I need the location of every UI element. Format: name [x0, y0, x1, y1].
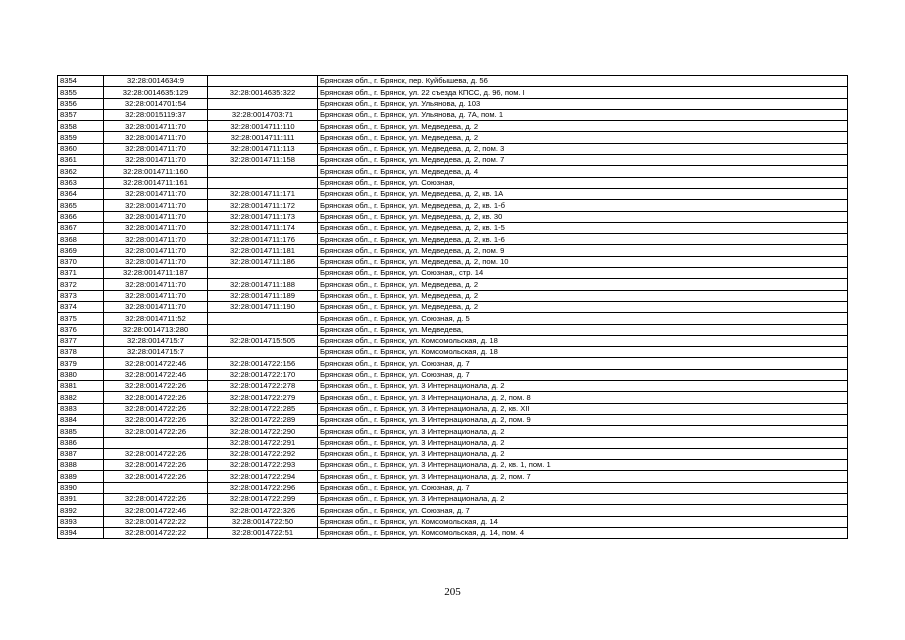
table-row — [58, 437, 848, 448]
table-row — [58, 200, 848, 211]
table-row — [58, 143, 848, 154]
land-cadastral-number-cell: 32:28:0014715:7 — [104, 347, 208, 358]
address-cell: Брянская обл., г. Брянск, ул. Медведева, д. 2, кв. 1А — [318, 188, 848, 199]
row-number-cell: 8383 — [58, 403, 104, 414]
row-number-cell: 8372 — [58, 279, 104, 290]
row-number-cell: 8370 — [58, 256, 104, 267]
address-cell: Брянская обл., г. Брянск, ул. Медведева, д. 2, пом. 10 — [318, 256, 848, 267]
table-row — [58, 177, 848, 188]
table-row — [58, 381, 848, 392]
object-cadastral-number-cell: 32:28:0014722:292 — [208, 448, 318, 459]
address-cell: Брянская обл., г. Брянск, ул. 3 Интернационала, д. 2, пом. 7 — [318, 471, 848, 482]
object-cadastral-number-cell: 32:28:0014711:188 — [208, 279, 318, 290]
address-cell: Брянская обл., г. Брянск, ул. Ульянова, д. 103 — [318, 98, 848, 109]
table-row — [58, 222, 848, 233]
row-number-cell: 8358 — [58, 121, 104, 132]
address-cell: Брянская обл., г. Брянск, ул. Союзная, д. 7 — [318, 358, 848, 369]
land-cadastral-number-cell: 32:28:0014722:22 — [104, 527, 208, 538]
land-cadastral-number-cell: 32:28:0014722:26 — [104, 403, 208, 414]
row-number-cell: 8386 — [58, 437, 104, 448]
row-number-cell: 8393 — [58, 516, 104, 527]
table-row — [58, 516, 848, 527]
row-number-cell: 8389 — [58, 471, 104, 482]
object-cadastral-number-cell — [208, 324, 318, 335]
table-row — [58, 301, 848, 312]
row-number-cell: 8366 — [58, 211, 104, 222]
row-number-cell: 8356 — [58, 98, 104, 109]
row-number-cell: 8363 — [58, 177, 104, 188]
table-row — [58, 121, 848, 132]
table-row — [58, 414, 848, 425]
row-number-cell: 8357 — [58, 109, 104, 120]
land-cadastral-number-cell: 32:28:0014722:46 — [104, 358, 208, 369]
address-cell: Брянская обл., г. Брянск, ул. Медведева, д. 2, кв. 30 — [318, 211, 848, 222]
address-cell: Брянская обл., г. Брянск, ул. Союзная, д. 7 — [318, 369, 848, 380]
land-cadastral-number-cell: 32:28:0014711:70 — [104, 132, 208, 143]
address-cell: Брянская обл., г. Брянск, ул. 3 Интернационала, д. 2 — [318, 448, 848, 459]
table-row — [58, 245, 848, 256]
address-cell: Брянская обл., г. Брянск, ул. Союзная, д. 7 — [318, 482, 848, 493]
address-cell: Брянская обл., г. Брянск, ул. 3 Интернационала, д. 2, кв. 1, пом. 1 — [318, 460, 848, 471]
land-cadastral-number-cell — [104, 482, 208, 493]
address-cell: Брянская обл., г. Брянск, ул. 3 Интернационала, д. 2, пом. 8 — [318, 392, 848, 403]
row-number-cell: 8390 — [58, 482, 104, 493]
address-cell: Брянская обл., г. Брянск, ул. Комсомольская, д. 14, пом. 4 — [318, 527, 848, 538]
address-cell: Брянская обл., г. Брянск, ул. Медведева, д. 2 — [318, 290, 848, 301]
address-cell: Брянская обл., г. Брянск, ул. Комсомольская, д. 14 — [318, 516, 848, 527]
row-number-cell: 8354 — [58, 76, 104, 87]
row-number-cell: 8359 — [58, 132, 104, 143]
land-cadastral-number-cell: 32:28:0014715:7 — [104, 335, 208, 346]
land-cadastral-number-cell: 32:28:0014722:26 — [104, 448, 208, 459]
object-cadastral-number-cell — [208, 313, 318, 324]
row-number-cell: 8373 — [58, 290, 104, 301]
address-cell: Брянская обл., г. Брянск, ул. 3 Интернационала, д. 2, кв. XII — [318, 403, 848, 414]
row-number-cell: 8364 — [58, 188, 104, 199]
object-cadastral-number-cell: 32:28:0014722:51 — [208, 527, 318, 538]
object-cadastral-number-cell: 32:28:0014711:158 — [208, 155, 318, 166]
row-number-cell: 8391 — [58, 493, 104, 504]
address-cell: Брянская обл., г. Брянск, ул. Союзная, д. 5 — [318, 313, 848, 324]
row-number-cell: 8382 — [58, 392, 104, 403]
row-number-cell: 8355 — [58, 87, 104, 98]
row-number-cell: 8381 — [58, 381, 104, 392]
row-number-cell: 8385 — [58, 426, 104, 437]
row-number-cell: 8374 — [58, 301, 104, 312]
address-cell: Брянская обл., г. Брянск, ул. 3 Интернационала, д. 2 — [318, 426, 848, 437]
address-cell: Брянская обл., г. Брянск, ул. Медведева, д. 2 — [318, 132, 848, 143]
row-number-cell: 8388 — [58, 460, 104, 471]
address-cell: Брянская обл., г. Брянск, ул. Медведева, д. 2, пом. 3 — [318, 143, 848, 154]
land-cadastral-number-cell: 32:28:0014722:26 — [104, 460, 208, 471]
object-cadastral-number-cell: 32:28:0014722:156 — [208, 358, 318, 369]
address-cell: Брянская обл., г. Брянск, ул. Союзная, д. 7 — [318, 505, 848, 516]
object-cadastral-number-cell: 32:28:0014722:291 — [208, 437, 318, 448]
land-cadastral-number-cell: 32:28:0014711:52 — [104, 313, 208, 324]
address-cell: Брянская обл., г. Брянск, ул. 3 Интернационала, д. 2 — [318, 493, 848, 504]
object-cadastral-number-cell — [208, 177, 318, 188]
land-cadastral-number-cell: 32:28:0014711:70 — [104, 290, 208, 301]
object-cadastral-number-cell: 32:28:0014711:176 — [208, 234, 318, 245]
row-number-cell: 8367 — [58, 222, 104, 233]
object-cadastral-number-cell: 32:28:0014722:296 — [208, 482, 318, 493]
land-cadastral-number-cell: 32:28:0014713:280 — [104, 324, 208, 335]
row-number-cell: 8360 — [58, 143, 104, 154]
object-cadastral-number-cell: 32:28:0014711:186 — [208, 256, 318, 267]
land-cadastral-number-cell: 32:28:0014722:46 — [104, 505, 208, 516]
table-row — [58, 109, 848, 120]
object-cadastral-number-cell — [208, 98, 318, 109]
address-cell: Брянская обл., г. Брянск, ул. Союзная, — [318, 177, 848, 188]
row-number-cell: 8377 — [58, 335, 104, 346]
table-row — [58, 448, 848, 459]
table-row — [58, 290, 848, 301]
row-number-cell: 8376 — [58, 324, 104, 335]
row-number-cell: 8368 — [58, 234, 104, 245]
table-row — [58, 98, 848, 109]
table-row — [58, 369, 848, 380]
object-cadastral-number-cell — [208, 268, 318, 279]
object-cadastral-number-cell — [208, 347, 318, 358]
object-cadastral-number-cell: 32:28:0014711:174 — [208, 222, 318, 233]
object-cadastral-number-cell: 32:28:0014722:326 — [208, 505, 318, 516]
land-cadastral-number-cell: 32:28:0014711:70 — [104, 200, 208, 211]
row-number-cell: 8384 — [58, 414, 104, 425]
row-number-cell: 8361 — [58, 155, 104, 166]
land-cadastral-number-cell: 32:28:0014711:70 — [104, 121, 208, 132]
address-cell: Брянская обл., г. Брянск, ул. Медведева, д. 2, кв. 1-б — [318, 200, 848, 211]
table-row — [58, 211, 848, 222]
land-cadastral-number-cell — [104, 437, 208, 448]
land-cadastral-number-cell: 32:28:0014711:70 — [104, 143, 208, 154]
land-cadastral-number-cell: 32:28:0014711:70 — [104, 301, 208, 312]
object-cadastral-number-cell: 32:28:0014722:289 — [208, 414, 318, 425]
table-row — [58, 392, 848, 403]
table-row — [58, 256, 848, 267]
object-cadastral-number-cell: 32:28:0014722:278 — [208, 381, 318, 392]
table-row — [58, 460, 848, 471]
object-cadastral-number-cell: 32:28:0014711:181 — [208, 245, 318, 256]
table-row — [58, 358, 848, 369]
object-cadastral-number-cell: 32:28:0014722:299 — [208, 493, 318, 504]
row-number-cell: 8375 — [58, 313, 104, 324]
address-cell: Брянская обл., г. Брянск, ул. Медведева, д. 2 — [318, 121, 848, 132]
address-cell: Брянская обл., г. Брянск, ул. Медведева, — [318, 324, 848, 335]
table-row — [58, 132, 848, 143]
land-cadastral-number-cell: 32:28:0014722:22 — [104, 516, 208, 527]
object-cadastral-number-cell: 32:28:0014703:71 — [208, 109, 318, 120]
object-cadastral-number-cell: 32:28:0014722:290 — [208, 426, 318, 437]
object-cadastral-number-cell: 32:28:0014722:294 — [208, 471, 318, 482]
land-cadastral-number-cell: 32:28:0014722:26 — [104, 381, 208, 392]
row-number-cell: 8392 — [58, 505, 104, 516]
table-row — [58, 471, 848, 482]
address-cell: Брянская обл., г. Брянск, ул. Медведева, д. 2, пом. 9 — [318, 245, 848, 256]
land-cadastral-number-cell: 32:28:0014722:26 — [104, 392, 208, 403]
object-cadastral-number-cell: 32:28:0014711:190 — [208, 301, 318, 312]
object-cadastral-number-cell: 32:28:0014711:172 — [208, 200, 318, 211]
land-cadastral-number-cell: 32:28:0014711:160 — [104, 166, 208, 177]
property-registry-table — [57, 75, 848, 539]
address-cell: Брянская обл., г. Брянск, ул. Медведева, д. 2, кв. 1-6 — [318, 234, 848, 245]
object-cadastral-number-cell: 32:28:0014711:173 — [208, 211, 318, 222]
land-cadastral-number-cell: 32:28:0014711:70 — [104, 211, 208, 222]
table-row — [58, 166, 848, 177]
object-cadastral-number-cell: 32:28:0014722:50 — [208, 516, 318, 527]
object-cadastral-number-cell: 32:28:0014711:111 — [208, 132, 318, 143]
table-row — [58, 234, 848, 245]
address-cell: Брянская обл., г. Брянск, ул. Комсомольская, д. 18 — [318, 347, 848, 358]
address-cell: Брянская обл., г. Брянск, ул. Медведева, д. 2, кв. 1-5 — [318, 222, 848, 233]
land-cadastral-number-cell: 32:28:0014711:70 — [104, 188, 208, 199]
land-cadastral-number-cell: 32:28:0014722:26 — [104, 426, 208, 437]
address-cell: Брянская обл., г. Брянск, ул. Союзная,, стр. 14 — [318, 268, 848, 279]
table-row — [58, 155, 848, 166]
object-cadastral-number-cell: 32:28:0014722:279 — [208, 392, 318, 403]
address-cell: Брянская обл., г. Брянск, ул. Медведева, д. 2 — [318, 279, 848, 290]
object-cadastral-number-cell: 32:28:0014711:189 — [208, 290, 318, 301]
object-cadastral-number-cell — [208, 166, 318, 177]
registry-table-body — [58, 76, 848, 539]
land-cadastral-number-cell: 32:28:0014701:54 — [104, 98, 208, 109]
land-cadastral-number-cell: 32:28:0014635:129 — [104, 87, 208, 98]
land-cadastral-number-cell: 32:28:0015119:37 — [104, 109, 208, 120]
table-row — [58, 482, 848, 493]
address-cell: Брянская обл., г. Брянск, пер. Куйбышева, д. 56 — [318, 76, 848, 87]
page-number: 205 — [444, 586, 461, 598]
row-number-cell: 8362 — [58, 166, 104, 177]
address-cell: Брянская обл., г. Брянск, ул. Медведева, д. 4 — [318, 166, 848, 177]
row-number-cell: 8379 — [58, 358, 104, 369]
row-number-cell: 8380 — [58, 369, 104, 380]
land-cadastral-number-cell: 32:28:0014634:9 — [104, 76, 208, 87]
object-cadastral-number-cell: 32:28:0014711:113 — [208, 143, 318, 154]
table-row — [58, 335, 848, 346]
row-number-cell: 8387 — [58, 448, 104, 459]
address-cell: Брянская обл., г. Брянск, ул. Медведева, д. 2, пом. 7 — [318, 155, 848, 166]
table-row — [58, 279, 848, 290]
address-cell: Брянская обл., г. Брянск, ул. 3 Интернационала, д. 2, пом. 9 — [318, 414, 848, 425]
object-cadastral-number-cell: 32:28:0014722:285 — [208, 403, 318, 414]
row-number-cell: 8371 — [58, 268, 104, 279]
object-cadastral-number-cell: 32:28:0014711:110 — [208, 121, 318, 132]
object-cadastral-number-cell: 32:28:0014635:322 — [208, 87, 318, 98]
address-cell: Брянская обл., г. Брянск, ул. Ульянова, д. 7А, пом. 1 — [318, 109, 848, 120]
table-row — [58, 76, 848, 87]
table-row — [58, 403, 848, 414]
land-cadastral-number-cell: 32:28:0014722:26 — [104, 493, 208, 504]
object-cadastral-number-cell: 32:28:0014715:505 — [208, 335, 318, 346]
table-row — [58, 268, 848, 279]
address-cell: Брянская обл., г. Брянск, ул. 3 Интернационала, д. 2 — [318, 437, 848, 448]
table-row — [58, 188, 848, 199]
table-row — [58, 347, 848, 358]
address-cell: Брянская обл., г. Брянск, ул. 22 съезда КПСС, д. 96, пом. I — [318, 87, 848, 98]
land-cadastral-number-cell: 32:28:0014711:70 — [104, 222, 208, 233]
object-cadastral-number-cell — [208, 76, 318, 87]
land-cadastral-number-cell: 32:28:0014711:70 — [104, 279, 208, 290]
table-row — [58, 324, 848, 335]
row-number-cell: 8378 — [58, 347, 104, 358]
object-cadastral-number-cell: 32:28:0014722:293 — [208, 460, 318, 471]
land-cadastral-number-cell: 32:28:0014722:46 — [104, 369, 208, 380]
land-cadastral-number-cell: 32:28:0014711:70 — [104, 234, 208, 245]
table-row — [58, 505, 848, 516]
table-row — [58, 313, 848, 324]
land-cadastral-number-cell: 32:28:0014722:26 — [104, 471, 208, 482]
address-cell: Брянская обл., г. Брянск, ул. 3 Интернационала, д. 2 — [318, 381, 848, 392]
address-cell: Брянская обл., г. Брянск, ул. Комсомольская, д. 18 — [318, 335, 848, 346]
object-cadastral-number-cell: 32:28:0014711:171 — [208, 188, 318, 199]
row-number-cell: 8394 — [58, 527, 104, 538]
land-cadastral-number-cell: 32:28:0014711:70 — [104, 155, 208, 166]
land-cadastral-number-cell: 32:28:0014711:161 — [104, 177, 208, 188]
address-cell: Брянская обл., г. Брянск, ул. Медведева, д. 2 — [318, 301, 848, 312]
land-cadastral-number-cell: 32:28:0014722:26 — [104, 414, 208, 425]
land-cadastral-number-cell: 32:28:0014711:70 — [104, 256, 208, 267]
table-row — [58, 87, 848, 98]
table-row — [58, 493, 848, 504]
object-cadastral-number-cell: 32:28:0014722:170 — [208, 369, 318, 380]
table-row — [58, 426, 848, 437]
land-cadastral-number-cell: 32:28:0014711:187 — [104, 268, 208, 279]
table-row — [58, 527, 848, 538]
row-number-cell: 8369 — [58, 245, 104, 256]
row-number-cell: 8365 — [58, 200, 104, 211]
land-cadastral-number-cell: 32:28:0014711:70 — [104, 245, 208, 256]
